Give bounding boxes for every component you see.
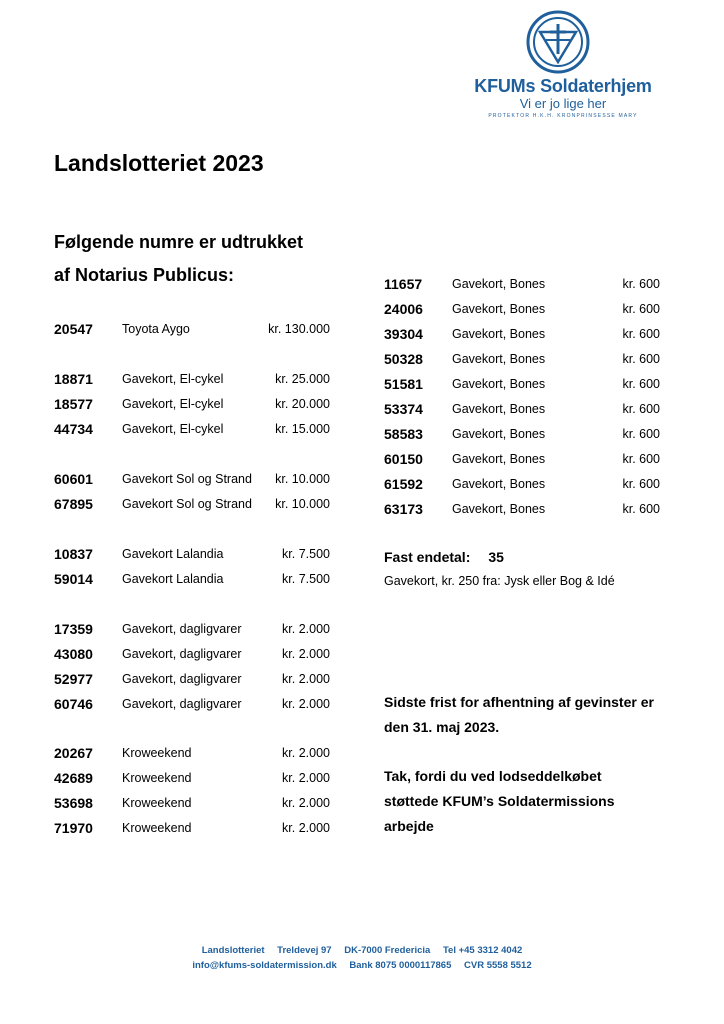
prize-amount: kr. 600 [622,402,660,416]
winning-number: 63173 [384,501,423,517]
thanks-line-1: Tak, fordi du ved lodseddelkøbet [384,768,602,784]
fixed-ending-value: 35 [488,549,504,565]
prize-row [54,646,330,666]
prize-amount: kr. 10.000 [275,472,330,486]
prize-description: Gavekort, Bones [452,352,546,366]
winning-number: 39304 [384,326,423,342]
footer-email[interactable]: info@kfums-soldatermission.dk [192,960,337,971]
prize-description: Gavekort, El-cykel [122,397,224,411]
prize-description: Gavekort, Bones [452,427,546,441]
winning-number: 53374 [384,401,423,417]
prize-row [384,451,660,471]
footer-city: DK-7000 Fredericia [344,945,431,956]
prize-amount: kr. 600 [622,502,660,516]
winning-number: 18577 [54,396,93,412]
winning-number: 43080 [54,646,93,662]
prize-row [384,426,660,446]
prize-row [54,421,330,441]
thanks-text [384,764,684,839]
winning-number: 67895 [54,496,93,512]
prize-amount: kr. 600 [622,452,660,466]
prize-description: Gavekort, Bones [452,477,546,491]
intro-line-2: af Notarius Publicus: [54,265,235,285]
winning-number: 44734 [54,421,93,437]
prize-row [384,301,660,321]
winning-number: 60150 [384,451,423,467]
prize-amount: kr. 600 [622,377,660,391]
prize-description: Gavekort, Bones [452,377,546,391]
page-title: Landslotteriet 2023 [54,150,264,176]
prize-row [384,351,660,371]
prize-amount: kr. 600 [622,302,660,316]
prize-description: Gavekort, dagligvarer [122,697,242,711]
prize-description: Kroweekend [122,771,192,785]
prize-amount: kr. 15.000 [275,422,330,436]
prize-description: Gavekort, dagligvarer [122,622,242,636]
prize-row [54,795,330,815]
prize-row [54,745,330,765]
prize-amount: kr. 600 [622,327,660,341]
prize-description: Gavekort Sol og Strand [122,497,252,511]
prize-row [384,326,660,346]
footer-cvr: CVR 5558 5512 [464,960,532,971]
prize-description: Gavekort Lalandia [122,572,224,586]
prize-description: Kroweekend [122,796,192,810]
footer-name: Landslotteriet [201,945,265,956]
prize-row [54,571,330,591]
winning-number: 71970 [54,820,93,836]
winning-number: 17359 [54,621,93,637]
footer-address: Treldevej 97 [277,945,332,956]
prize-description: Gavekort, El-cykel [122,422,224,436]
prize-description: Gavekort, Bones [452,502,546,516]
deadline-line-2: den 31. maj 2023. [384,719,500,735]
prize-amount: kr. 2.000 [282,771,330,785]
prize-description: Gavekort, Bones [452,402,546,416]
winning-number: 20267 [54,745,93,761]
prize-row [384,276,660,296]
prize-row [54,546,330,566]
winning-number: 11657 [384,276,423,292]
winning-number: 18871 [54,371,93,387]
prize-row [54,820,330,840]
prize-row [54,496,330,516]
winning-number: 60601 [54,471,93,487]
prize-row [54,396,330,416]
prize-row [54,621,330,641]
footer-phone: Tel +45 3312 4042 [442,945,523,956]
prize-description: Gavekort, El-cykel [122,372,224,386]
prize-amount: kr. 2.000 [282,821,330,835]
prize-amount: kr. 7.500 [282,547,330,561]
deadline-line-1: Sidste frist for afhentning af gevinster er [384,694,654,710]
prize-description: Gavekort, dagligvarer [122,647,242,661]
prize-amount: kr. 600 [622,352,660,366]
prize-amount: kr. 2.000 [282,672,330,686]
fixed-ending [384,549,504,565]
winning-number: 42689 [54,770,93,786]
fixed-ending-prize: Gavekort, kr. 250 fra: Jysk eller Bog & Idé [384,574,615,588]
prize-amount: kr. 2.000 [282,697,330,711]
logo [468,10,658,128]
winning-number: 20547 [54,321,93,337]
prize-row [384,501,660,521]
prize-description: Gavekort, dagligvarer [122,672,242,686]
prize-description: Gavekort, Bones [452,327,546,341]
prize-description: Kroweekend [122,821,192,835]
prize-row [54,471,330,491]
winning-number: 58583 [384,426,423,442]
winning-number: 10837 [54,546,93,562]
prize-amount: kr. 10.000 [275,497,330,511]
prize-amount: kr. 600 [622,277,660,291]
prize-row [54,671,330,691]
winning-number: 52977 [54,671,93,687]
intro-text [54,226,303,292]
prize-amount: kr. 130.000 [268,322,330,336]
prize-description: Kroweekend [122,746,192,760]
prize-amount: kr. 600 [622,427,660,441]
footer-bank: Bank 8075 0000117865 [349,960,452,971]
fixed-ending-label: Fast endetal: [384,549,471,565]
prize-row [384,401,660,421]
winning-number: 59014 [54,571,93,587]
prize-row [384,376,660,396]
prize-amount: kr. 600 [622,477,660,491]
prize-description: Gavekort Lalandia [122,547,224,561]
prize-description: Gavekort, Bones [452,302,546,316]
prize-description: Gavekort, Bones [452,452,546,466]
kfums-emblem-icon [526,10,590,74]
thanks-line-2: støttede KFUM’s Soldatermissions [384,793,615,809]
prize-row [54,371,330,391]
logo-tagline: Vi er jo lige her [519,96,607,111]
footer-line-1 [0,945,724,956]
prize-amount: kr. 2.000 [282,796,330,810]
prize-row [54,770,330,790]
thanks-line-3: arbejde [384,818,434,834]
prize-row [54,696,330,716]
prize-description: Toyota Aygo [122,322,190,336]
winning-number: 61592 [384,476,423,492]
winning-number: 60746 [54,696,93,712]
footer-line-2 [0,960,724,971]
prize-amount: kr. 25.000 [275,372,330,386]
winning-number: 53698 [54,795,93,811]
prize-amount: kr. 20.000 [275,397,330,411]
winning-number: 24006 [384,301,423,317]
logo-name: KFUMs Soldaterhjem [474,76,652,96]
intro-line-1: Følgende numre er udtrukket [54,232,304,252]
prize-row [384,476,660,496]
prize-amount: kr. 2.000 [282,647,330,661]
prize-description: Gavekort Sol og Strand [122,472,252,486]
winning-number: 50328 [384,351,423,367]
prize-amount: kr. 7.500 [282,572,330,586]
prize-row [54,321,330,341]
deadline-text [384,690,684,740]
logo-protector: PROTEKTOR H.K.H. KRONPRINSESSE MARY [488,113,638,119]
prize-amount: kr. 2.000 [282,622,330,636]
prize-amount: kr. 2.000 [282,746,330,760]
prize-description: Gavekort, Bones [452,277,546,291]
winning-number: 51581 [384,376,423,392]
